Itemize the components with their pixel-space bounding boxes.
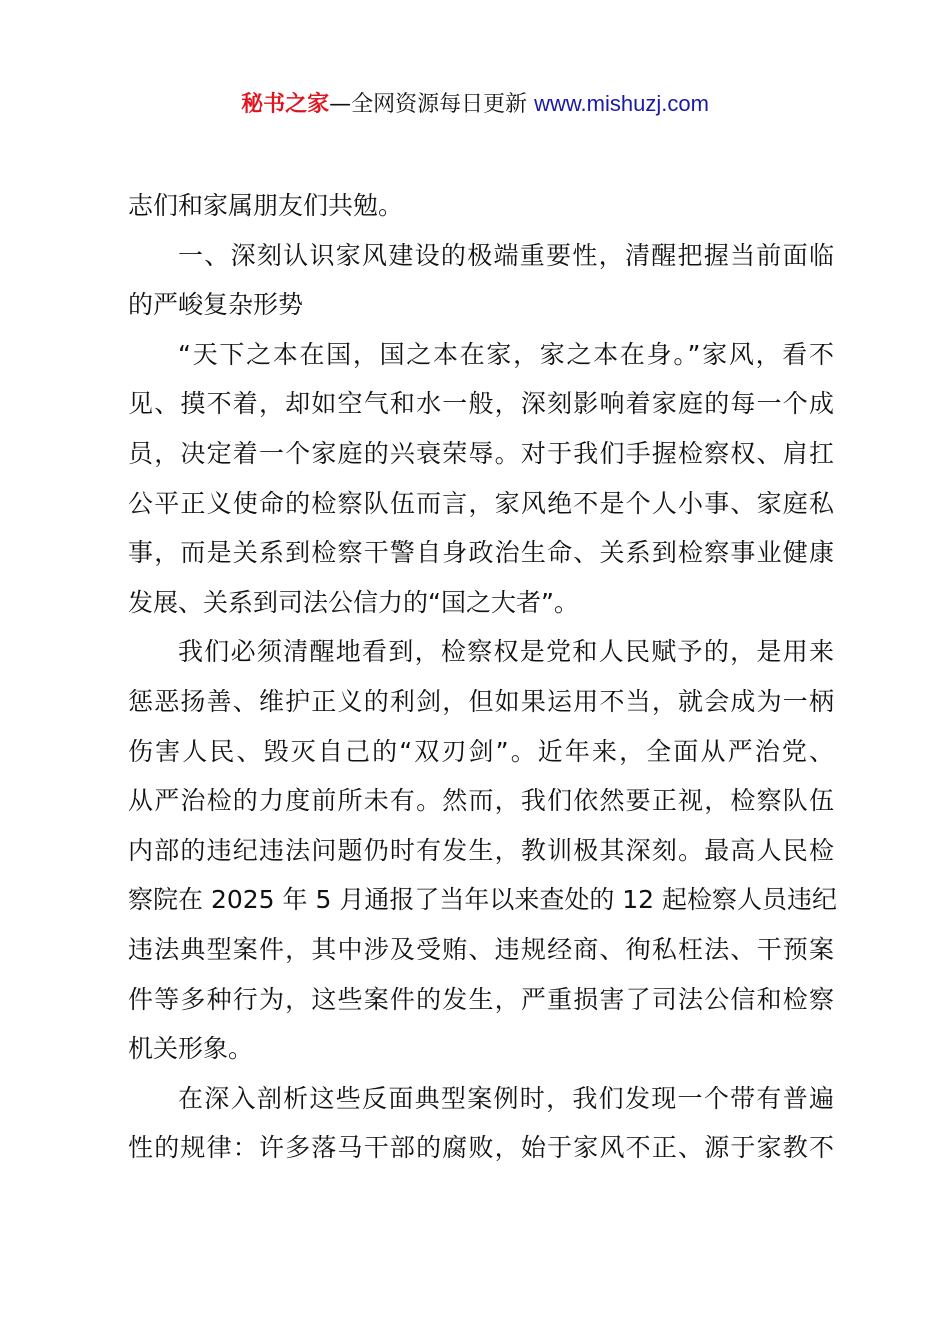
text-line: 志们和家属朋友们共勉。 [128,191,404,220]
text-line: 违法典型案件，其中涉及受贿、违规经商、徇私枉法、干预案 [128,934,834,964]
text-line: 的严峻复杂形势 [128,290,304,320]
text-line: 一、深刻认识家风建设的极端重要性，清醒把握当前面临 [178,240,834,270]
site-url[interactable]: www.mishuzj.com [534,91,709,116]
text-line: 机关形象。 [128,1034,254,1064]
header-tagline: —全网资源每日更新 [329,92,535,117]
text-line: 从严治检的力度前所未有。然而，我们依然要正视，检察队伍 [128,786,834,816]
text-line: 员，决定着一个家庭的兴衰荣辱。对于我们手握检察权、肩扛 [128,438,834,468]
document-body [128,181,838,1173]
page-header [0,88,950,121]
text-line: 内部的违纪违法问题仍时有发生，教训极其深刻。最高人民检 [128,835,834,865]
brand-name: 秘书之家 [241,92,330,117]
text-line: 伤害人民、毁灭自己的“双刃剑”。近年来，全面从严治党、 [128,736,834,766]
text-line: 在深入剖析这些反面典型案例时，我们发现一个带有普遍 [178,1083,834,1113]
text-line: 公平正义使命的检察队伍而言，家风绝不是个人小事、家庭私 [128,488,834,518]
text-line: 见、摸不着，却如空气和水一般，深刻影响着家庭的每一个成 [128,389,834,419]
text-line: 我们必须清醒地看到，检察权是党和人民赋予的，是用来 [178,637,834,667]
text-line: 发展、关系到司法公信力的“国之大者”。 [128,587,579,617]
text-line: 惩恶扬善、维护正义的利剑，但如果运用不当，就会成为一柄 [128,686,834,716]
text-line: 件等多种行为，这些案件的发生，严重损害了司法公信和检察 [128,984,834,1014]
text-line: 性的规律：许多落马干部的腐败，始于家风不正、源于家教不 [128,1133,834,1163]
text-line: “天下之本在国，国之本在家，家之本在身。”家风，看不 [178,339,834,369]
text-line: 察院在 2025 年 5 月通报了当年以来查处的 12 起检察人员违纪 [128,885,838,915]
text-line: 事，而是关系到检察干警自身政治生命、关系到检察事业健康 [128,538,834,568]
